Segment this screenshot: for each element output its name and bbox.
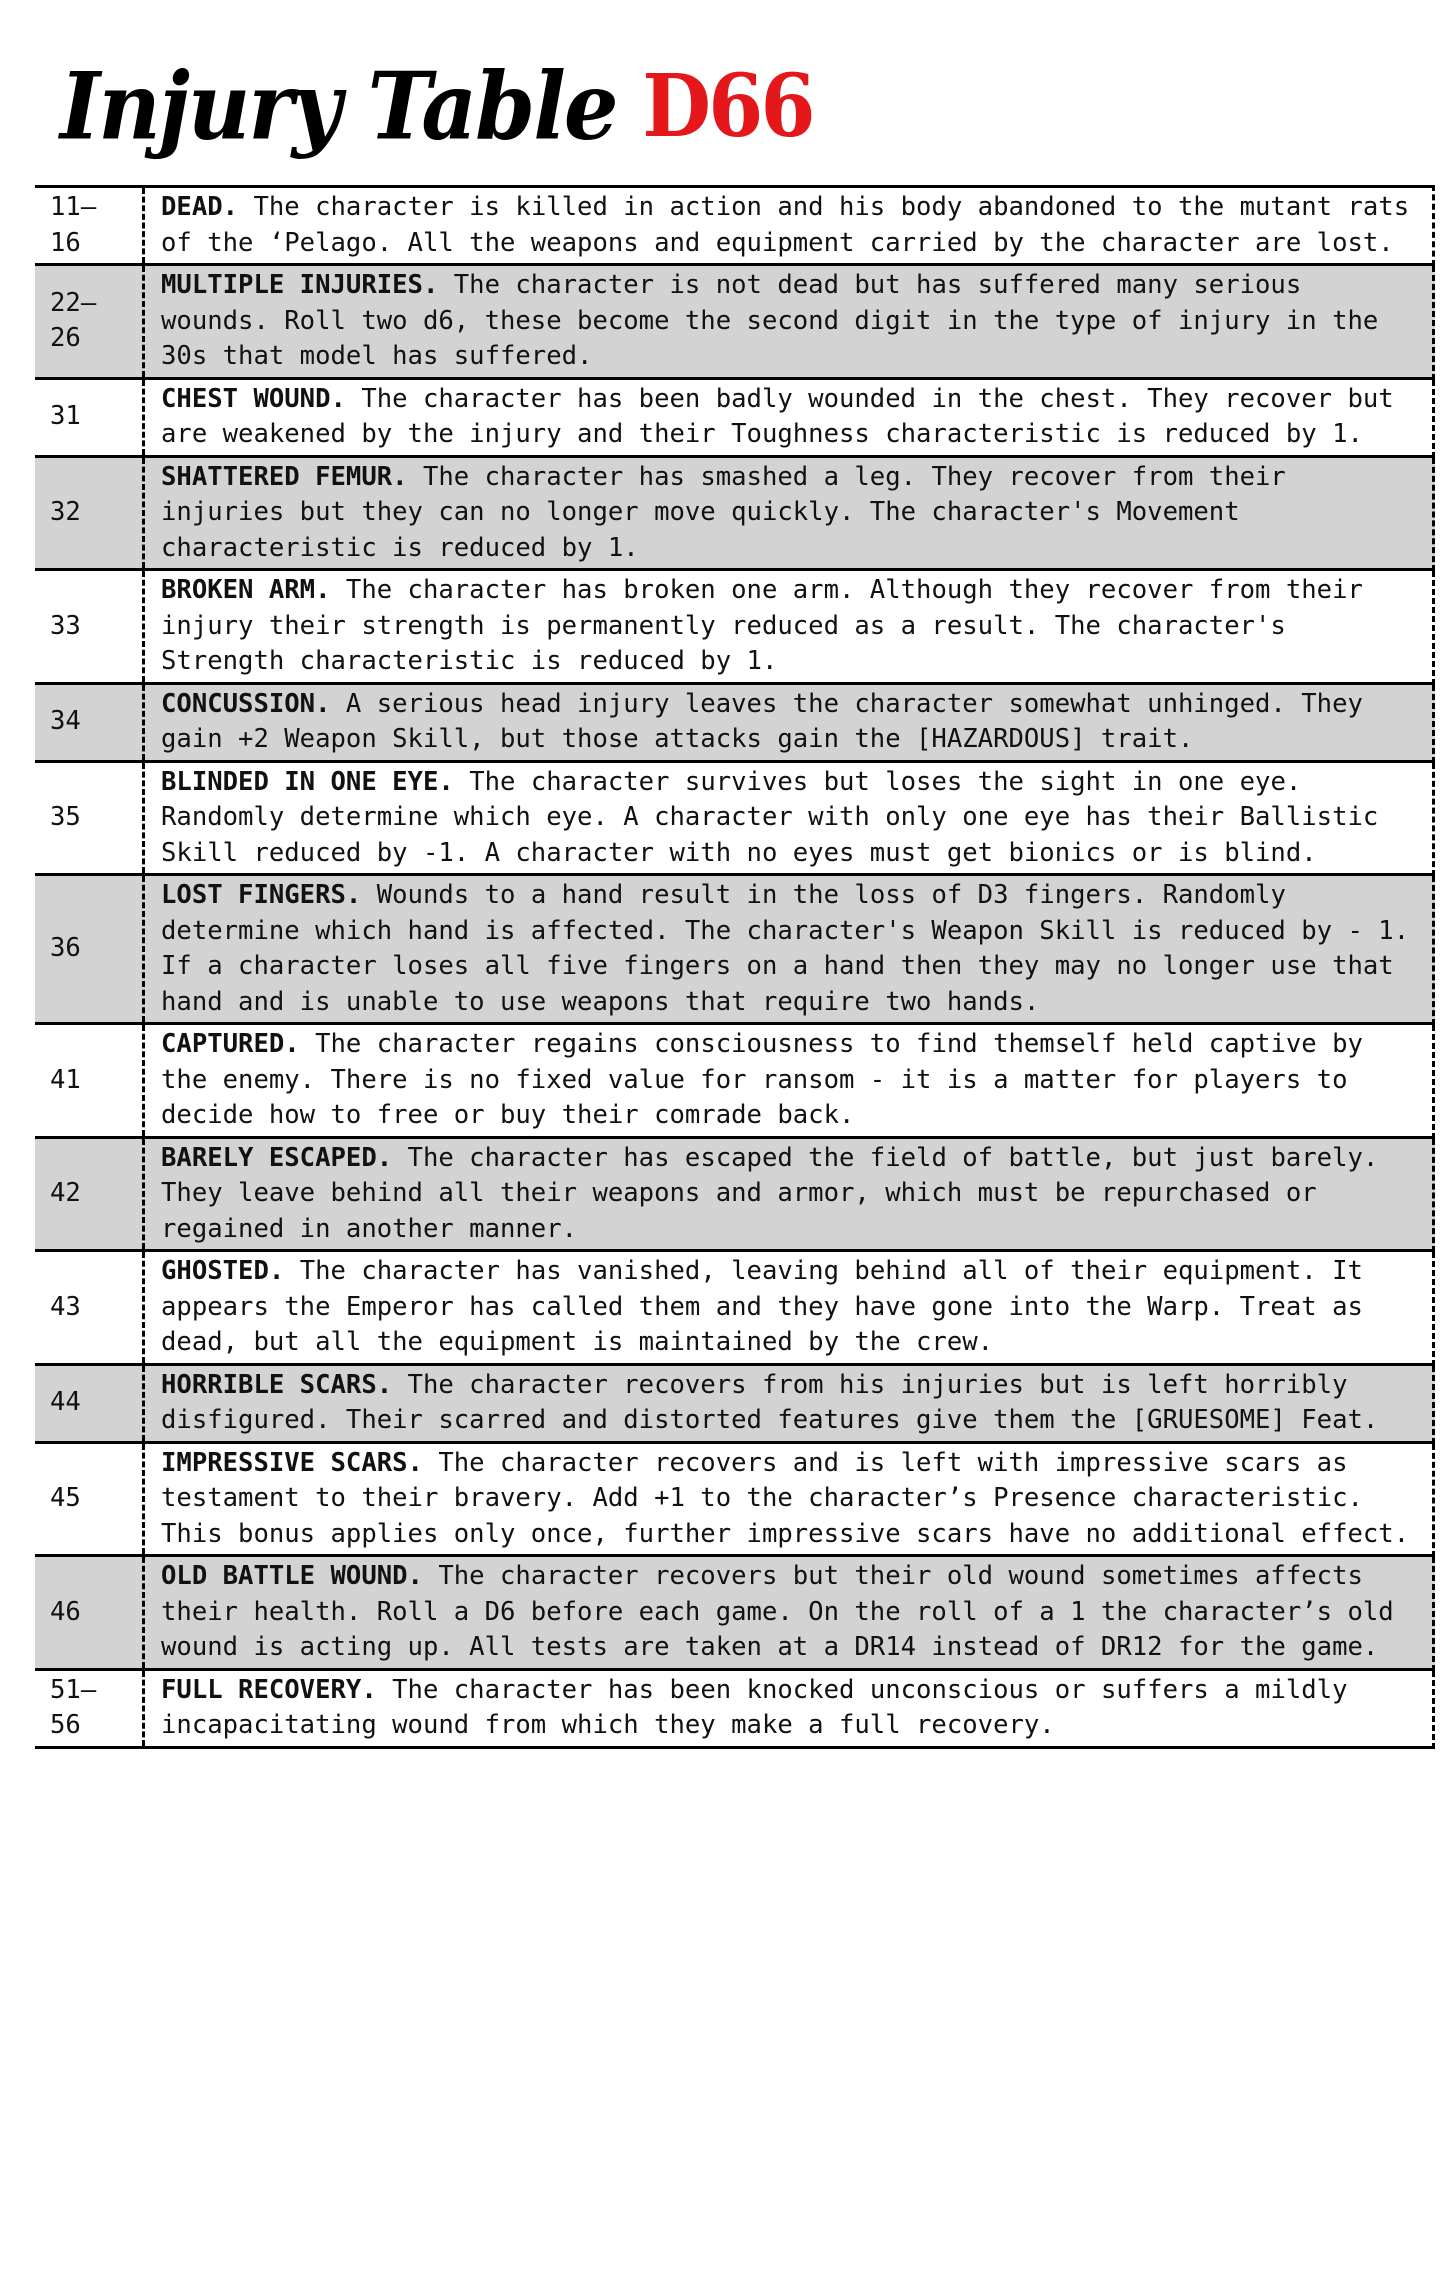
result-cell	[145, 1366, 1432, 1441]
roll-cell: 34	[35, 685, 145, 760]
result-description: The character has vanished, leaving behind all of their equipment. It appears the Emperor has called them and they have gone into the Warp. Treat as dead, but all the equipment is maintained by the crew.	[161, 1256, 1363, 1357]
table-row	[35, 763, 1435, 877]
result-cell	[145, 1671, 1432, 1746]
roll-cell: 32	[35, 458, 145, 569]
result-heading: LOST FINGERS.	[161, 880, 362, 910]
result-heading: CHEST WOUND.	[161, 383, 346, 414]
table-row	[35, 1366, 1435, 1444]
result-cell	[145, 876, 1432, 1022]
table-row	[35, 266, 1435, 380]
result-cell	[145, 458, 1432, 569]
table-row	[35, 185, 1435, 266]
table-row	[35, 1444, 1435, 1558]
result-description: The character is killed in action and his body abandoned to the mutant rats of the ‘Pelago. All the weapons and equipment carried by the character are lost.	[161, 192, 1410, 258]
result-heading: CAPTURED.	[161, 1029, 300, 1059]
roll-cell: 43	[35, 1252, 145, 1363]
result-cell	[145, 1025, 1432, 1136]
result-description: The character recovers but their old wound sometimes affects their health. Roll a D6 before each game. On the roll of a 1 the character’s old wound is acting up. All tests are taken at a DR14 instead of DR12 for the game.	[161, 1561, 1394, 1662]
result-description: The character regains consciousness to find themself held captive by the enemy. There is no fixed value for ransom - it is a matter for players to decide how to free or buy their comrade back.	[161, 1029, 1363, 1130]
result-description: The character recovers from his injuries but is left horribly disfigured. Their scarred and distorted features give them the [GRUESOME] Feat.	[161, 1369, 1379, 1435]
result-description: Wounds to a hand result in the loss of D3 fingers. Randomly determine which hand is affected. The character's Weapon Skill is reduced by - 1. If a character loses all five fingers on a hand then they may no longer use that hand and is unable to use weapons that require two hands.	[161, 880, 1410, 1017]
result-cell	[145, 380, 1432, 455]
result-heading: DEAD.	[161, 192, 239, 222]
result-description: The character has smashed a leg. They recover from their injuries but they can no longer move quickly. The character's Movement characteristic is reduced by 1.	[161, 461, 1286, 563]
result-cell	[145, 763, 1432, 874]
table-row	[35, 571, 1435, 685]
result-heading: GHOSTED.	[161, 1256, 285, 1286]
title-main: Injury Table	[60, 51, 617, 161]
roll-cell: 35	[35, 763, 145, 874]
roll-cell: 22– 26	[35, 266, 145, 377]
roll-cell: 33	[35, 571, 145, 682]
title-accent: D66	[642, 56, 813, 157]
result-heading: OLD BATTLE WOUND.	[161, 1561, 423, 1591]
result-heading: IMPRESSIVE SCARS.	[161, 1447, 423, 1478]
roll-cell: 31	[35, 380, 145, 455]
result-heading: BLINDED IN ONE EYE.	[161, 766, 454, 797]
table-row	[35, 1671, 1435, 1749]
roll-cell: 44	[35, 1366, 145, 1441]
result-cell	[145, 571, 1432, 682]
result-cell	[145, 1557, 1432, 1668]
table-row	[35, 1252, 1435, 1366]
roll-cell: 46	[35, 1557, 145, 1668]
result-description: The character is not dead but has suffered many serious wounds. Roll two d6, these become the second digit in the type of injury in the 30s that model has suffered.	[161, 270, 1379, 371]
table-row	[35, 380, 1435, 458]
table-row	[35, 685, 1435, 763]
roll-cell: 11– 16	[35, 188, 145, 263]
result-description: The character has broken one arm. Although they recover from their injury their strength is permanently reduced as a result. The character's Strength characteristic is reduced by 1.	[161, 575, 1363, 676]
result-cell	[145, 685, 1432, 760]
result-heading: HORRIBLE SCARS.	[161, 1369, 393, 1400]
result-heading: MULTIPLE INJURIES.	[161, 270, 439, 300]
roll-cell: 51– 56	[35, 1671, 145, 1746]
table-row	[35, 458, 1435, 572]
result-description: The character has been knocked unconscious or suffers a mildly incapacitating wound from which they make a full recovery.	[161, 1674, 1348, 1740]
result-description: The character has been badly wounded in the chest. They recover but are weakened by the injury and their Toughness characteristic is reduced by 1.	[161, 383, 1394, 449]
result-heading: BROKEN ARM.	[161, 575, 331, 605]
result-heading: BARELY ESCAPED.	[161, 1142, 393, 1173]
page-title	[60, 30, 820, 161]
table-row	[35, 1557, 1435, 1671]
injury-table	[35, 185, 1435, 1749]
result-cell	[145, 188, 1432, 263]
table-row	[35, 1139, 1435, 1253]
result-cell	[145, 1139, 1432, 1250]
result-cell	[145, 266, 1432, 377]
result-heading: CONCUSSION.	[161, 688, 331, 719]
roll-cell: 45	[35, 1444, 145, 1555]
result-description: A serious head injury leaves the character somewhat unhinged. They gain +2 Weapon Skill, but those attacks gain the [HAZARDOUS] trait.	[161, 688, 1363, 754]
result-heading: SHATTERED FEMUR.	[161, 461, 408, 492]
result-description: The character has escaped the field of battle, but just barely. They leave behind all their weapons and armor, which must be repurchased or regained in another manner.	[161, 1142, 1379, 1244]
result-cell	[145, 1252, 1432, 1363]
result-cell	[145, 1444, 1432, 1555]
result-description: The character recovers and is left with impressive scars as testament to their bravery. Add +1 to the character’s Presence characteristic. This bonus applies only once, further impressive scars have no additional effect.	[161, 1447, 1410, 1549]
roll-cell: 36	[35, 876, 145, 1022]
result-heading: FULL RECOVERY.	[161, 1674, 377, 1705]
roll-cell: 42	[35, 1139, 145, 1250]
roll-cell: 41	[35, 1025, 145, 1136]
table-row	[35, 1025, 1435, 1139]
result-description: The character survives but loses the sight in one eye. Randomly determine which eye. A character with only one eye has their Ballistic Skill reduced by -1. A character with no eyes must get bionics or is blind.	[161, 766, 1379, 868]
table-row	[35, 876, 1435, 1025]
